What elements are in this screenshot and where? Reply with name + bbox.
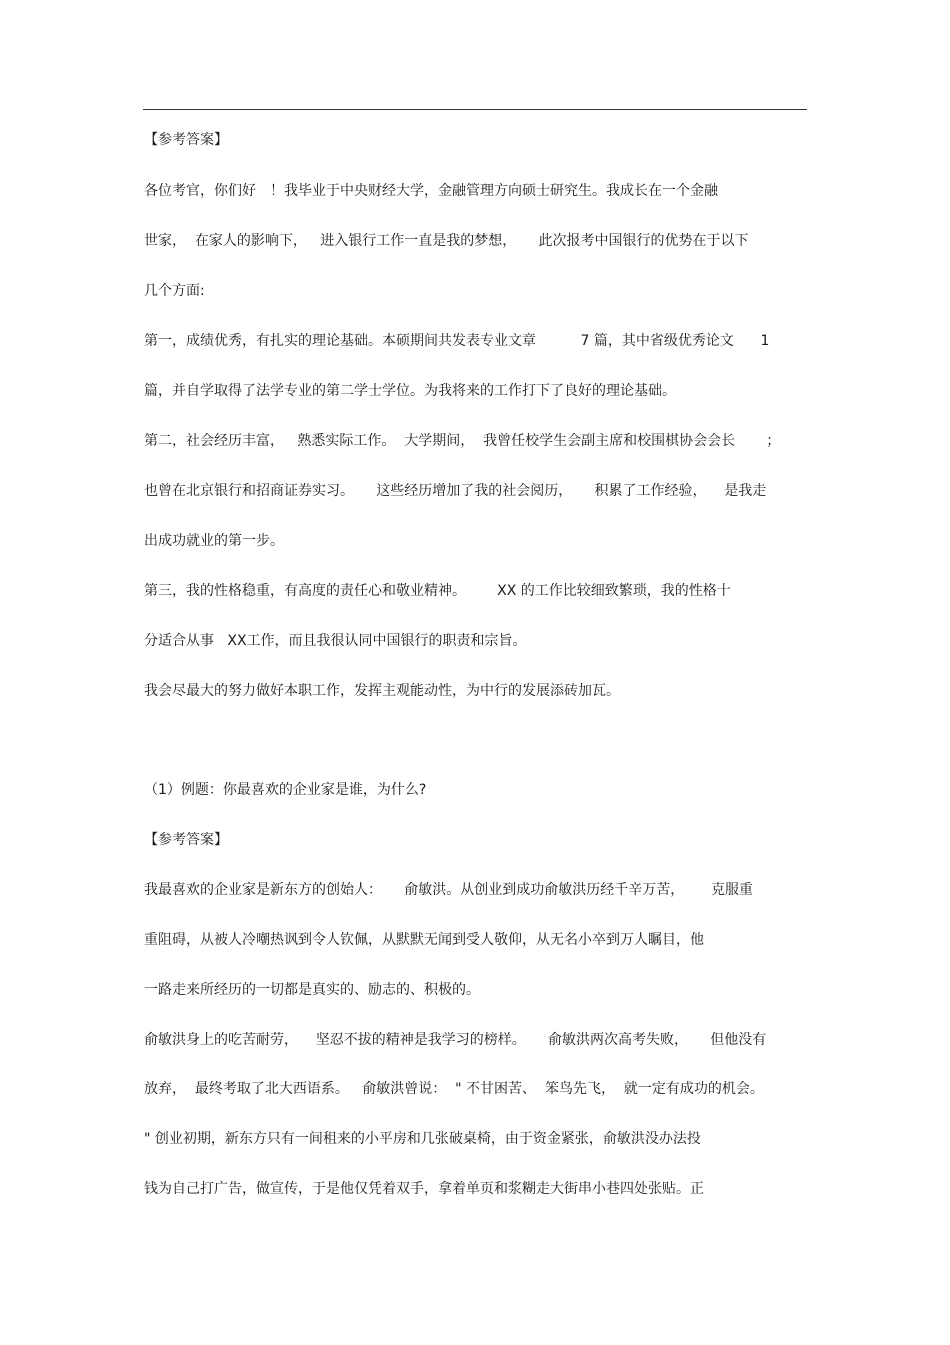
paragraph-line: 一路走来所经历的一切都是真实的、励志的、积极的。 <box>144 982 480 998</box>
paragraph-line: 也曾在北京银行和招商证券实习。 这些经历增加了我的社会阅历， 积累了工作经验， 是我走 <box>144 483 767 499</box>
paragraph-line: 出成功就业的第一步。 <box>144 533 284 549</box>
paragraph-line: 我最喜欢的企业家是新东方的创始人： 俞敏洪。从创业到成功俞敏洪历经千辛万苦， 克服重 <box>144 882 753 898</box>
paragraph-line: 我会尽最大的努力做好本职工作，发挥主观能动性，为中行的发展添砖加瓦。 <box>144 683 620 699</box>
answer-label: 【参考答案】 <box>144 132 228 148</box>
paragraph-line: 几个方面: <box>144 283 205 299</box>
paragraph-line: 俞敏洪身上的吃苦耐劳， 坚忍不拔的精神是我学习的榜样。 俞敏洪两次高考失败， 但他没有 <box>144 1032 767 1048</box>
answer-label: 【参考答案】 <box>144 832 228 848</box>
paragraph-line: 第一，成绩优秀，有扎实的理论基础。本硕期间共发表专业文章 7 篇，其中省级优秀论文 1 <box>144 333 770 349</box>
paragraph-line: 世家， 在家人的影响下， 进入银行工作一直是我的梦想， 此次报考中国银行的优势在于以下 <box>144 233 749 249</box>
paragraph-line: 钱为自己打广告，做宣传，于是他仅凭着双手，拿着单页和浆糊走大街串小巷四处张贴。正 <box>144 1181 704 1197</box>
paragraph-line: 第三，我的性格稳重，有高度的责任心和敬业精神。 XX 的工作比较细致繁琐，我的性格十 <box>144 583 731 599</box>
paragraph-line: " 创业初期，新东方只有一间租来的小平房和几张破桌椅，由于资金紧张，俞敏洪没办法投 <box>144 1131 701 1147</box>
paragraph-line: 各位考官，你们好 ！我毕业于中央财经大学，金融管理方向硕士研究生。我成长在一个金融 <box>144 183 718 199</box>
header-rule <box>143 109 807 110</box>
paragraph-line: 分适合从事 XX工作，而且我很认同中国银行的职责和宗旨。 <box>144 633 527 649</box>
paragraph-line: 篇，并自学取得了法学专业的第二学士学位。为我将来的工作打下了良好的理论基础。 <box>144 383 676 399</box>
paragraph-line: 第二，社会经历丰富， 熟悉实际工作。 大学期间， 我曾任校学生会副主席和校围棋协会会长 ； <box>144 433 781 449</box>
paragraph-line: 放弃， 最终考取了北大西语系。 俞敏洪曾说： " 不甘困苦、 笨鸟先飞， 就一定有成功的机会。 <box>144 1081 764 1097</box>
paragraph-line: 重阻碍，从被人冷嘲热讽到令人钦佩，从默默无闻到受人敬仰，从无名小卒到万人瞩目，他 <box>144 932 704 948</box>
question-heading: （1）例题：你最喜欢的企业家是谁，为什么? <box>144 782 427 798</box>
